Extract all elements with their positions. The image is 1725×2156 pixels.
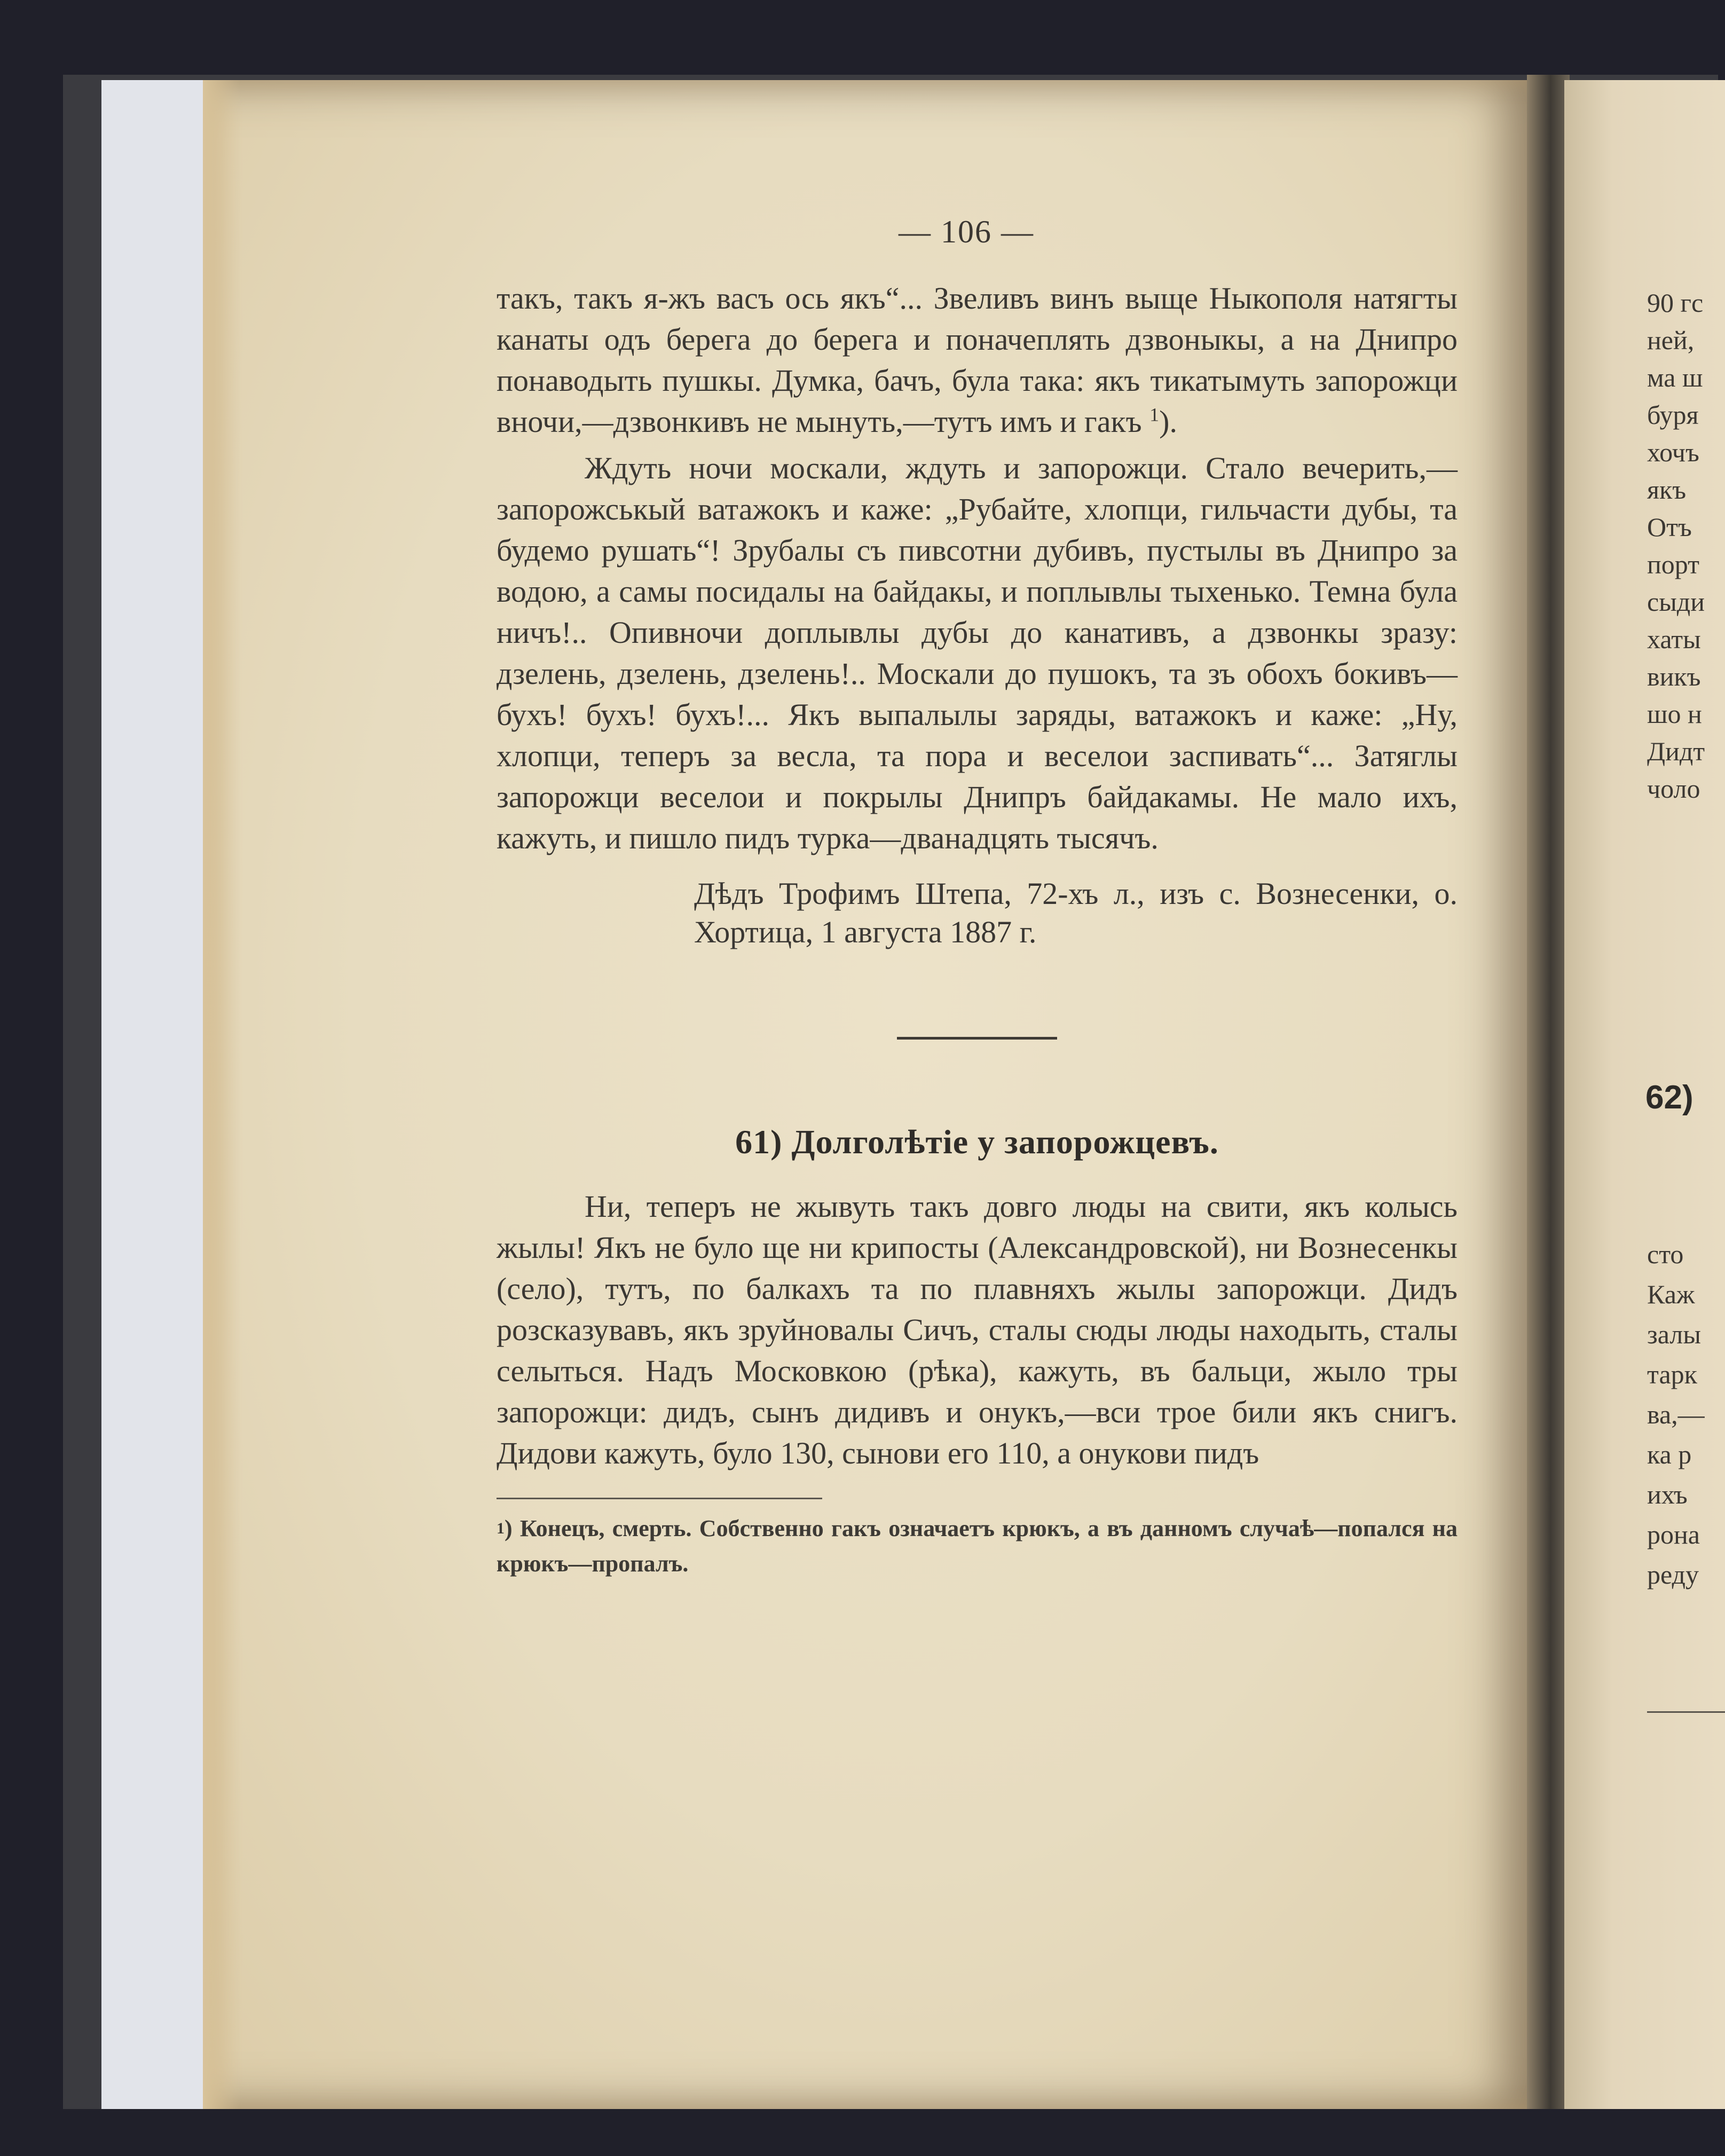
footnote-reference: 1 bbox=[1149, 404, 1160, 426]
footnote-text: ) Конецъ, смерть. Собственно гакъ означаетъ крюкъ, а въ данномъ случаѣ—попался на крюкъ—пропалъ. bbox=[497, 1515, 1458, 1577]
right-page-line: ва,— bbox=[1647, 1399, 1705, 1429]
paragraph: Ждуть ночи москали, ждуть и запорожци. Стало вечерить,—запорожськый ватажокъ и каже: „Рубайте, хлопци, гильчасти дубы, та будемо рушать“! Зрубалы съ пивсотни дубивъ, пустылы въ Днипро за водою, а самы посидалы на байдакы, и поплывлы тыхенько. Темна була ничъ!.. Опивночи доплывлы дубы до канативъ, а дзвонкы зразу: дзелень, дзелень, дзелень!.. Москали до пушокъ, та зъ обохъ бокивъ—бухъ! бухъ! бухъ!... Якъ выпалылы заряды, ватажокъ и каже: „Ну, хлопци, теперъ за весла, та пора и веселои заспивать“... Затяглы запорожци веселои и покрылы Днипръ байдакамы. Не мало ихъ, кажуть, и пишло пидъ турка—дванадцять тысячъ. bbox=[497, 451, 1458, 855]
right-page-line: тарк bbox=[1647, 1359, 1697, 1389]
right-page-line: хочъ bbox=[1647, 437, 1699, 467]
right-page-heading: 62) bbox=[1645, 1079, 1694, 1116]
right-page-line: чоло bbox=[1647, 774, 1700, 804]
right-page bbox=[1564, 80, 1725, 2109]
right-page-line: Дидт bbox=[1647, 736, 1705, 766]
right-page-line: Отъ bbox=[1647, 512, 1692, 542]
footnote-reference-close: ). bbox=[1159, 404, 1177, 439]
footnote bbox=[497, 1511, 1458, 1581]
attribution: Дѣдъ Трофимъ Штепа, 72-хъ л., изъ с. Вознесенки, о. Хортица, 1 августа 1887 г. bbox=[694, 876, 1458, 949]
paragraph-text: такъ, такъ я-жъ васъ ось якъ“... Звеливъ винъ выще Ныкополя натягты канаты одъ берега до берега и поначеплять дзвоныкы, а на Днипро понаводыть пушкы. Думка, бачъ, була така: якъ тикатымуть запорожци вночи,—дзвонкивъ не мынуть,—тутъ имъ и гакъ bbox=[497, 281, 1458, 439]
section-separator bbox=[897, 1037, 1057, 1040]
right-page-line: якъ bbox=[1647, 475, 1687, 505]
right-page-line: ихъ bbox=[1647, 1480, 1688, 1509]
right-page-line: ма ш bbox=[1647, 363, 1703, 392]
section-paragraph: Ни, теперъ не жывуть такъ довго люды на свити, якъ колысь жылы! Якъ не було ще ни крипосты (Александровской), ни Вознесенкы (село), тутъ, по балкахъ та по плавняхъ жылы запорожци. Дидъ розсказувавъ, якъ зруйновалы Сичъ, сталы сюды люды находыть, сталы селыться. Надъ Московкою (рѣка), кажуть, въ бальци, жыло тры запорожци: дидъ, сынъ дидивъ и онукъ,—вси трое били якъ снигъ. Дидови кажуть, було 130, сынови его 110, а онукови пидъ bbox=[497, 1189, 1458, 1470]
right-page-line: 90 гс bbox=[1647, 288, 1704, 318]
footnote-rule bbox=[497, 1498, 822, 1499]
right-page-line: ней, bbox=[1647, 325, 1695, 355]
page-fold-shadow bbox=[203, 80, 240, 2109]
paragraph bbox=[497, 278, 1458, 442]
right-page-footnote-rule bbox=[1647, 1711, 1725, 1713]
section-heading: 61) Долголѣтіе у запорожцевъ. bbox=[735, 1123, 1219, 1161]
right-page-line: реду bbox=[1647, 1560, 1699, 1590]
footnote-mark: 1 bbox=[497, 1520, 505, 1537]
text-column bbox=[497, 278, 1458, 1581]
page-number: — 106 — bbox=[899, 214, 1034, 249]
right-page-line: шо н bbox=[1647, 699, 1702, 729]
right-page-line: викъ bbox=[1647, 662, 1701, 691]
right-page-line: сто bbox=[1647, 1239, 1684, 1269]
right-page-line: буря bbox=[1647, 400, 1699, 430]
right-page-line: рона bbox=[1647, 1520, 1700, 1549]
right-page-line: Каж bbox=[1647, 1279, 1695, 1309]
right-page-line: ка р bbox=[1647, 1439, 1692, 1469]
right-page-line: сыди bbox=[1647, 587, 1705, 617]
book-gutter bbox=[1527, 75, 1570, 2109]
right-page-line: залы bbox=[1647, 1319, 1701, 1349]
right-page-line: порт bbox=[1647, 549, 1699, 579]
right-page-line: хаты bbox=[1647, 624, 1701, 654]
